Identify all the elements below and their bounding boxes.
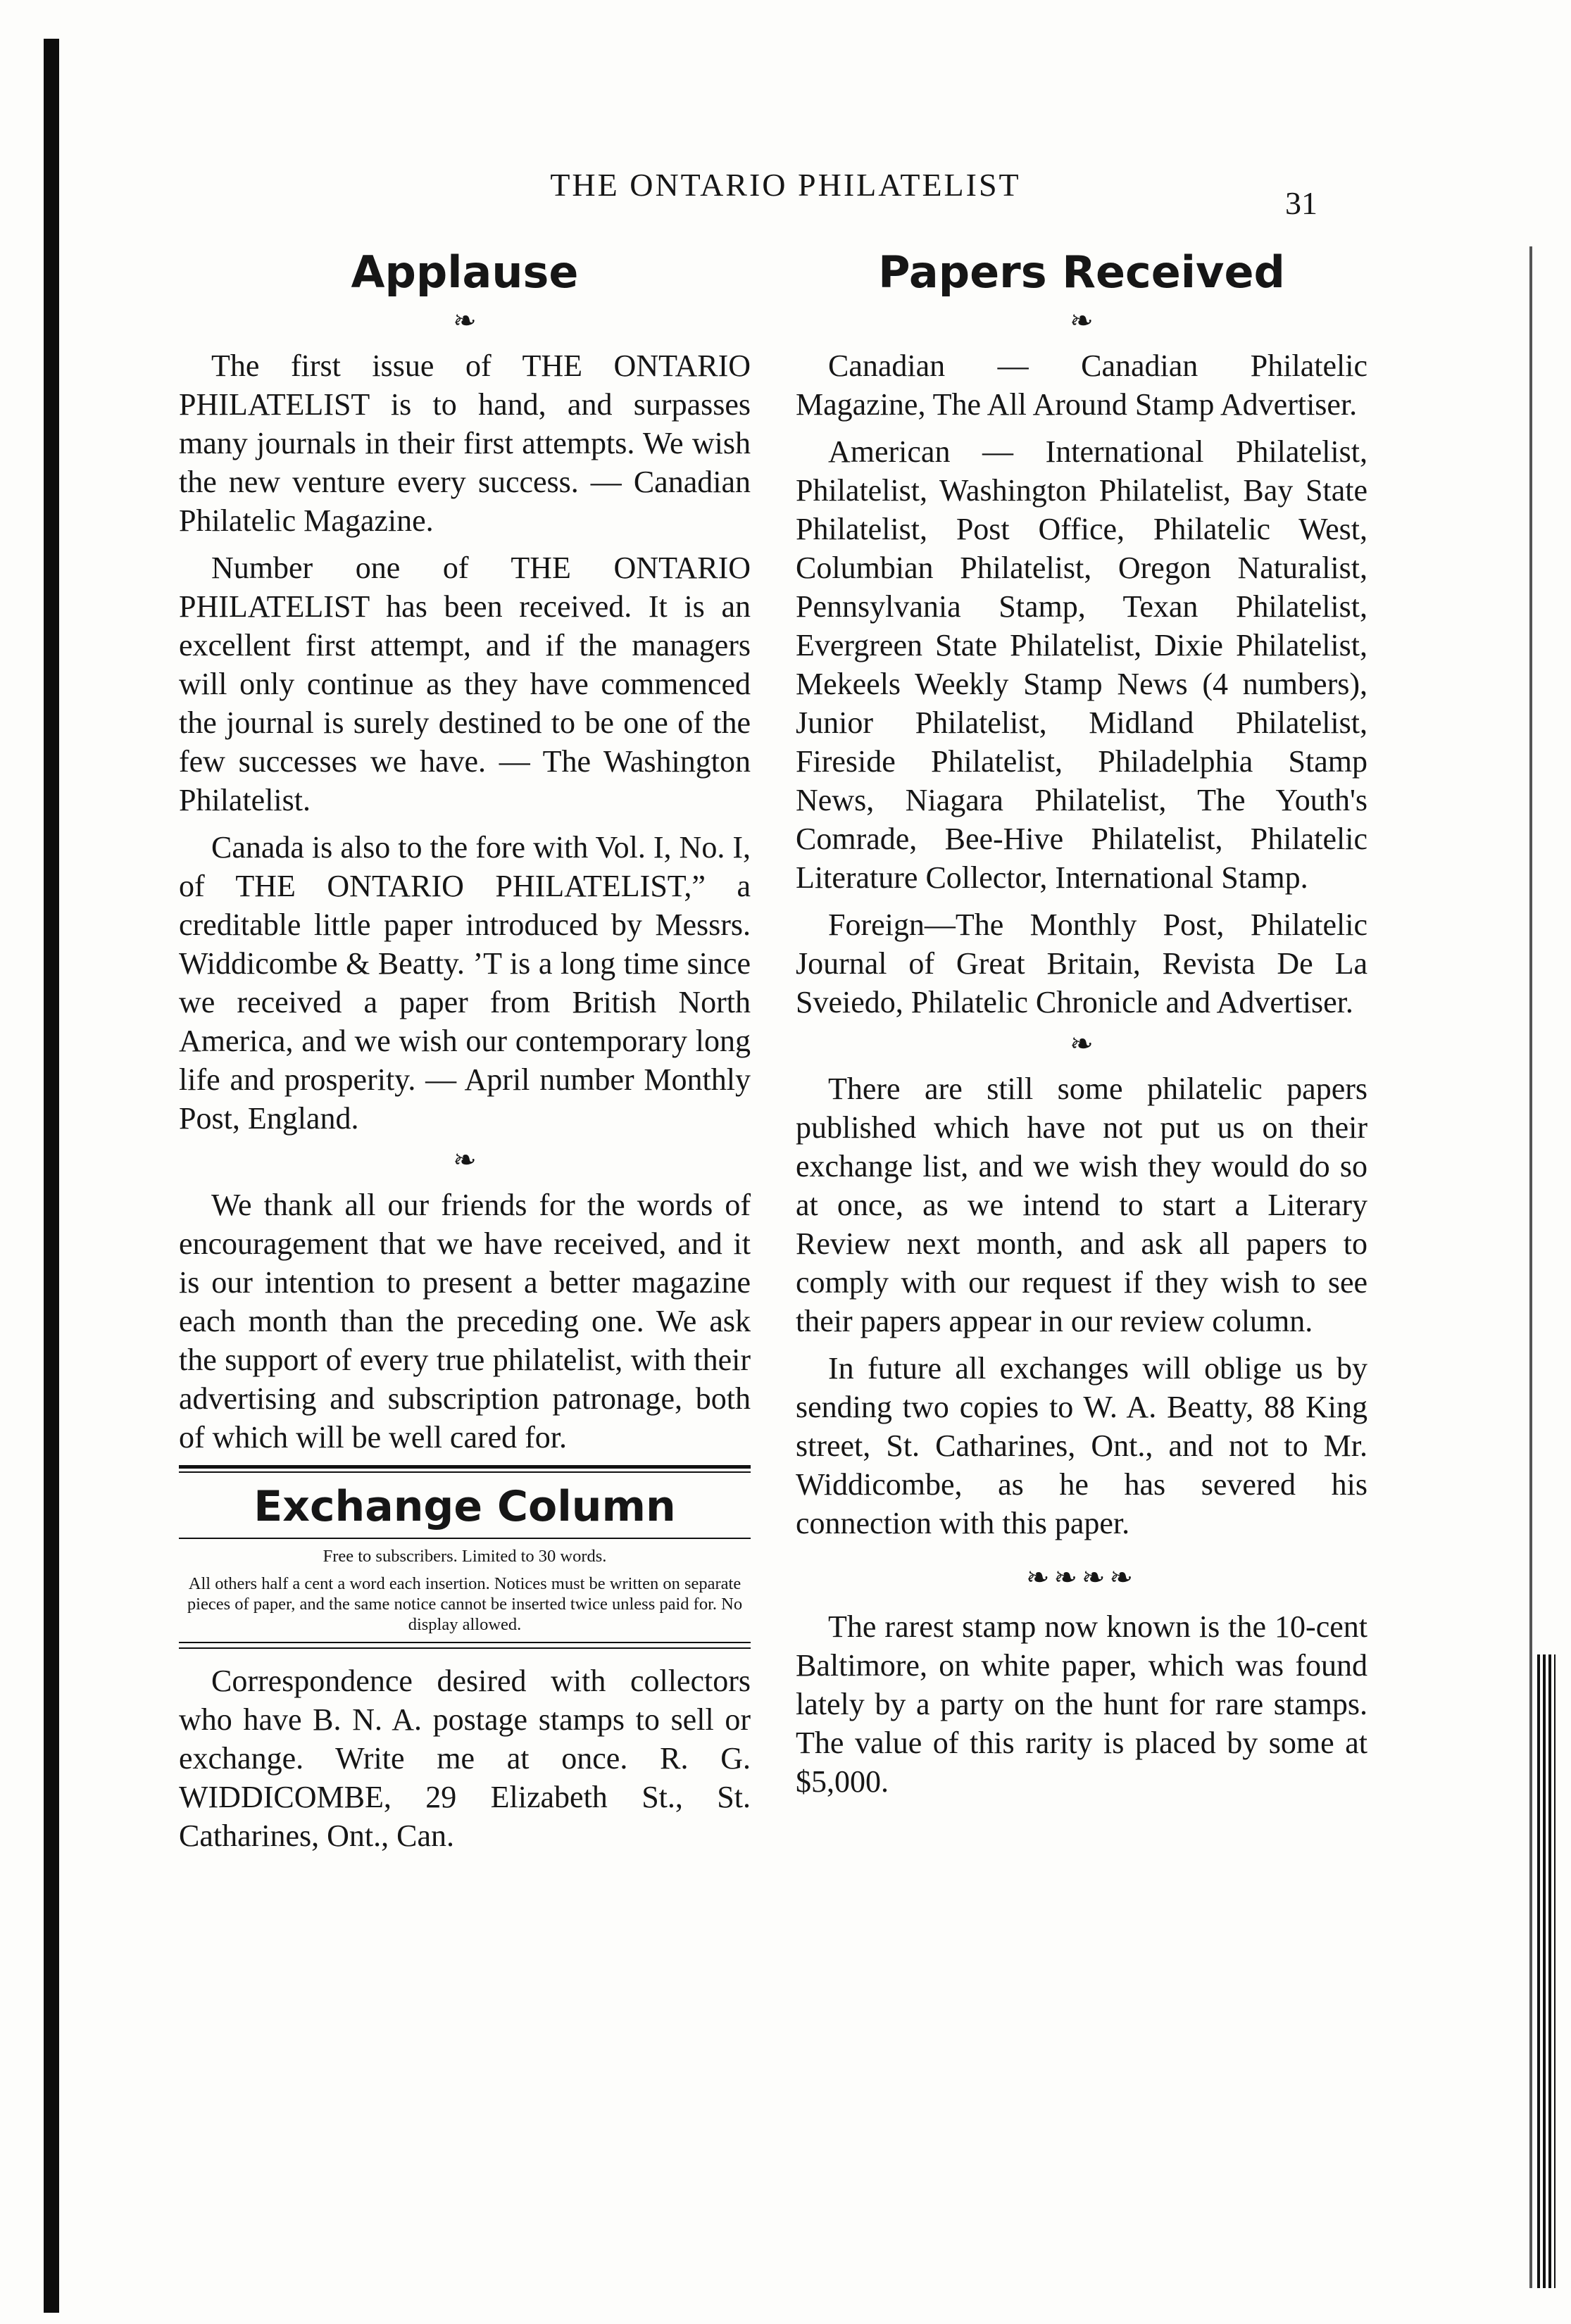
section-rule <box>179 1538 751 1539</box>
page-number: 31 <box>1285 185 1317 221</box>
papers-american: American — International Philatelist, Philatelist, Washington Philatelist, Bay State Philatelist, Post Office, Philatelic West, Columbian Philatelist, Oregon Naturalist, Pennsylvania Stamp, Texan Philatelist, Evergreen State Philatelist, Dixie Philatelist, Mekeels Weekly Stamp News (4 numbers), Junior Philatelist, Midland Philatelist, Fireside Philatelist, Philadelphia Stamp News, Niagara Philatelist, The Youth's Comrade, Bee-Hive Philatelist, Philatelic Literature Collector, International Stamp. <box>796 434 1367 896</box>
rarest-stamp-paragraph: The rarest stamp now known is the 10-cent Baltimore, on white paper, which was found lately by a party on the hunt for rare stamps. The value of this rarity is placed by some at $5,000. <box>796 1609 1367 1799</box>
exchange-list-notice: There are still some philatelic papers published which have not put us on their exchange list, and we wish they would do so at once, as we intend to start a Literary Review next month, and ask all papers to comply with our request if they wish to see their papers appear in our review column. <box>796 1072 1367 1339</box>
exchange-ad: Correspondence desired with collectors who have B. N. A. postage stamps to sell or exchange. Write me at once. R. G. WIDDICOMBE, 29 Elizabeth St., St. Catharines, Ont., Can. <box>179 1664 751 1854</box>
page-edge-rule <box>1529 246 1532 2288</box>
papers-canadian: Canadian — Canadian Philatelic Magazine, The All Around Stamp Advertiser. <box>796 348 1367 422</box>
ornament: ❧ <box>453 305 477 337</box>
running-head: THE ONTARIO PHILATELIST <box>550 167 1021 203</box>
right-column <box>796 246 1367 1809</box>
exchange-notice: All others half a cent a word each insertion. Notices must be written on separate pieces of paper, and the same notice cannot be inserted twice unless paid for. No display allowed. <box>187 1574 743 1635</box>
section-rule <box>179 1642 751 1643</box>
exchange-notice-head: Free to subscribers. Limited to 30 words. <box>323 1547 607 1566</box>
papers-foreign: Foreign—The Monthly Post, Philatelic Journal of Great Britain, Revista De La Sveiedo, Philatelic Chronicle and Advertiser. <box>796 907 1367 1020</box>
applause-quote-canadian: The first issue of THE ONTARIO PHILATELIST is to hand, and surpasses many journals in their first attempts. We wish the new venture every success. — Canadian Philatelic Magazine. <box>179 348 751 539</box>
applause-quote-washington: Number one of THE ONTARIO PHILATELIST has been received. It is an excellent first attempt, and if the managers will only continue as they have commenced the journal is surely destined to be one of the few successes we have. — The Washington Philatelist. <box>179 551 751 818</box>
thanks-paragraph: We thank all our friends for the words of encouragement that we have received, and it is our intention to present a better magazine each month than the preceding one. We ask the support of every true philatelist, with their advertising and subscription patronage, both of which will be well cared for. <box>179 1188 751 1455</box>
section-rule <box>179 1465 751 1469</box>
ornament: ❧ <box>1070 1028 1094 1060</box>
address-notice: In future all exchanges will oblige us by sending two copies to W. A. Beatty, 88 King street, St. Catharines, Ont., and not to Mr. Widdicombe, as he has severed his connection with this paper. <box>796 1351 1367 1541</box>
applause-quote-monthly-post: Canada is also to the fore with Vol. I, No. I, of THE ONTARIO PHILATELIST,” a creditable little paper introduced by Messrs. Widdicombe & Beatty. ’T is a long time since we received a paper from British North America, and we wish our contemporary long life and prosperity. — April number Monthly Post, England. <box>179 830 751 1136</box>
ornament: ❧ <box>1070 305 1094 337</box>
exchange-column-heading: Exchange Column <box>254 1482 676 1532</box>
binding-edge <box>44 39 59 2313</box>
left-column <box>179 246 751 1864</box>
ornament: ❧ <box>453 1144 477 1176</box>
papers-received-heading: Papers Received <box>878 246 1285 298</box>
section-rule <box>179 1471 751 1473</box>
page-edge-lines <box>1537 1654 1556 2288</box>
section-rule <box>179 1647 751 1649</box>
applause-heading: Applause <box>351 246 579 298</box>
ornament-row: ❧❧❧❧ <box>1025 1562 1138 1594</box>
